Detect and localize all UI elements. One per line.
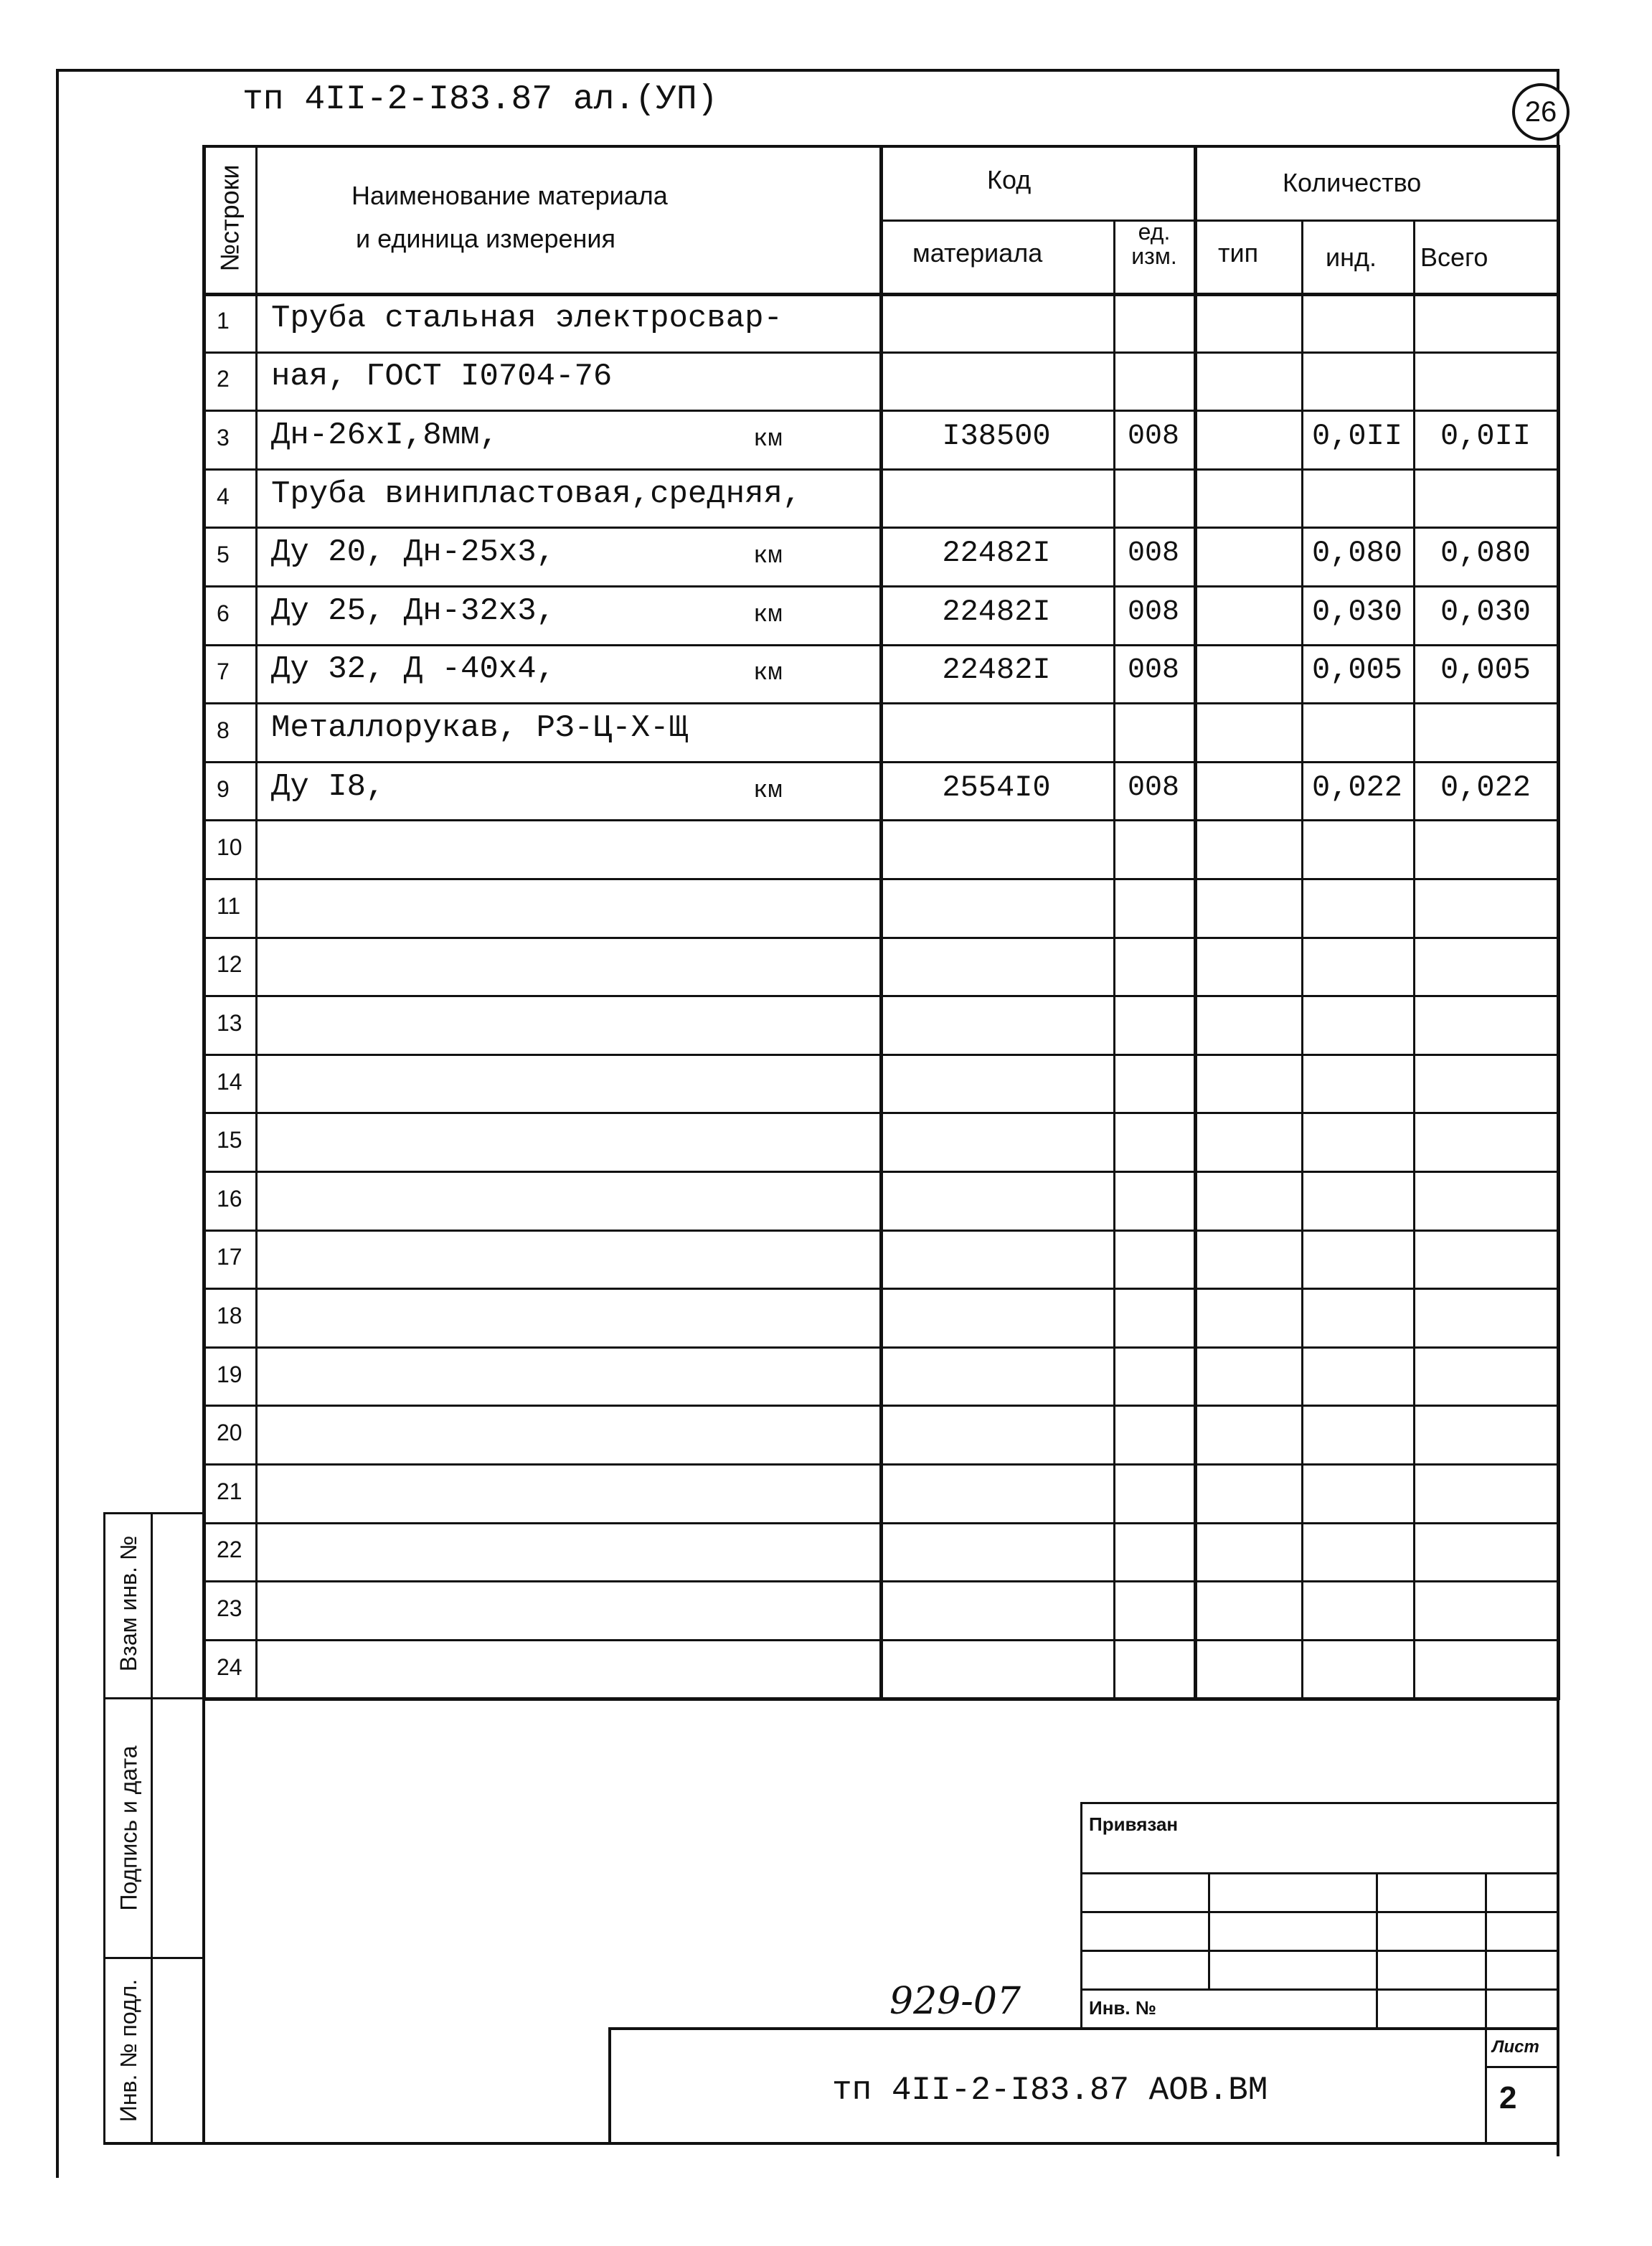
stamp-top: [1080, 1802, 1558, 1804]
material-name: Ду I8,: [271, 768, 385, 805]
row-number: 21: [217, 1478, 242, 1504]
quantity-header: Количество: [1283, 168, 1422, 197]
qty-total: 0,005: [1440, 653, 1531, 688]
unit-of-measure: км: [753, 601, 783, 629]
stamp-col1: [1208, 1874, 1210, 1988]
row-number: 7: [217, 659, 230, 685]
row-number: 10: [217, 834, 242, 861]
material-name: Дн-26хI,8мм,: [271, 417, 499, 453]
qty-individual: 0,022: [1311, 770, 1403, 805]
inv-no-label: Инв. №: [1089, 1997, 1156, 2019]
table-header-mid: [879, 220, 1558, 222]
row-number: 4: [217, 483, 230, 509]
material-name: Ду 20, Дн-25х3,: [271, 534, 556, 571]
title-block-top: [608, 2027, 1558, 2030]
row-number: 2: [217, 366, 230, 392]
frame-top: [56, 69, 1558, 72]
material-name: Ду 25, Дн-32х3,: [271, 593, 556, 629]
table-col-line: [202, 145, 206, 1700]
material-name: ная, ГОСТ I0704-76: [271, 359, 613, 395]
material-code: I38500: [942, 419, 1051, 453]
main-left-border: [202, 1512, 205, 2143]
ind-header: инд.: [1326, 242, 1377, 272]
row-number: 17: [217, 1244, 242, 1270]
qty-individual: 0,0II: [1311, 419, 1403, 453]
document-code: тп 4II-2-I83.87 АОВ.ВМ: [832, 2072, 1268, 2109]
stamp-col2: [1376, 1874, 1378, 2029]
row-number-header-text: №строки: [214, 164, 245, 272]
qty-total: 0,022: [1440, 770, 1531, 805]
row-number: 24: [217, 1653, 242, 1680]
material-name: Металлорукав, РЗ-Ц-Х-Щ: [271, 710, 688, 746]
material-header: материала: [912, 238, 1043, 268]
code-header: Код: [987, 165, 1032, 194]
stamp-left: [1080, 1802, 1082, 2029]
vzam-label-box: [108, 1514, 151, 1693]
qty-total: 0,080: [1440, 536, 1531, 571]
sheet-divider: [1485, 2066, 1558, 2068]
row-number: 18: [217, 1303, 242, 1329]
inv-podl-label-box: [108, 1958, 151, 2142]
qty-individual: 0,080: [1311, 536, 1403, 571]
unit-of-measure: км: [753, 426, 783, 453]
unit-code: 008: [1127, 654, 1179, 687]
sheet-label: Лист: [1492, 2037, 1539, 2057]
qty-total: 0,030: [1440, 594, 1531, 629]
unit-code: 008: [1127, 771, 1179, 804]
table-col-line: [879, 145, 883, 1700]
table-col-line: [1558, 145, 1560, 1700]
unit-code: 008: [1127, 420, 1179, 453]
type-header: тип: [1218, 238, 1259, 268]
privyazan-label: Привязан: [1089, 1813, 1179, 1835]
table-col-line: [1194, 145, 1197, 1700]
title-block-left: [608, 2027, 611, 2143]
frame-left: [56, 69, 59, 2178]
name-header-line1: Наименование материала: [351, 181, 668, 210]
material-name: Ду 32, Д -40х4,: [271, 651, 556, 688]
row-number: 13: [217, 1010, 242, 1036]
material-code: 22482I: [942, 653, 1051, 688]
material-code: 22482I: [942, 594, 1051, 629]
material-name: Труба стальная электросвар-: [271, 300, 783, 336]
side-strip-bottom: [103, 2142, 1559, 2145]
row-number-header: [204, 146, 255, 290]
name-header-line2: и единица измерения: [356, 224, 616, 253]
row-number: 16: [217, 1185, 242, 1212]
row-number: 19: [217, 1361, 242, 1387]
unit-header: ед. изм.: [1131, 219, 1177, 269]
side-strip-left: [103, 1512, 105, 2143]
page-number: 26: [1524, 96, 1557, 128]
handwritten-number: 929-07: [889, 1980, 1021, 2023]
row-number: 22: [217, 1537, 242, 1563]
unit-of-measure: км: [753, 543, 783, 571]
qty-individual: 0,005: [1311, 653, 1403, 688]
row-number: 11: [217, 892, 241, 919]
doc-reference: тп 4II-2-I83.87 ал.(УП): [242, 80, 718, 119]
material-name: Труба винипластовая,средняя,: [271, 476, 802, 512]
sheet-number: 2: [1499, 2080, 1517, 2115]
material-code: 2554I0: [942, 770, 1051, 805]
unit-of-measure: км: [753, 777, 783, 805]
unit-of-measure: км: [753, 660, 783, 688]
podpis-label: Подпись и дата: [115, 1745, 142, 1911]
material-code: 22482I: [942, 536, 1051, 571]
row-number: 23: [217, 1595, 242, 1621]
row-number: 20: [217, 1420, 242, 1446]
table-col-line: [255, 145, 258, 1700]
row-number: 5: [217, 542, 230, 568]
stamp-col3: [1485, 1874, 1487, 2142]
vzam-label: Взам инв. №: [115, 1535, 142, 1671]
row-number: 14: [217, 1068, 242, 1095]
page-number-circle: [1512, 83, 1570, 141]
row-number: 15: [217, 1127, 242, 1153]
inv-podl-label: Инв. № подл.: [115, 1978, 142, 2122]
row-number: 8: [217, 717, 230, 743]
total-header: Всего: [1420, 242, 1488, 272]
row-number: 9: [217, 775, 230, 802]
qty-total: 0,0II: [1440, 419, 1531, 453]
row-number: 12: [217, 951, 242, 978]
row-number: 3: [217, 425, 230, 450]
row-number: 1: [217, 307, 230, 334]
unit-code: 008: [1127, 595, 1179, 628]
unit-code: 008: [1127, 537, 1179, 570]
row-number: 6: [217, 600, 230, 626]
qty-individual: 0,030: [1311, 594, 1403, 629]
podpis-label-box: [108, 1699, 151, 1957]
side-strip-right: [151, 1512, 153, 2143]
